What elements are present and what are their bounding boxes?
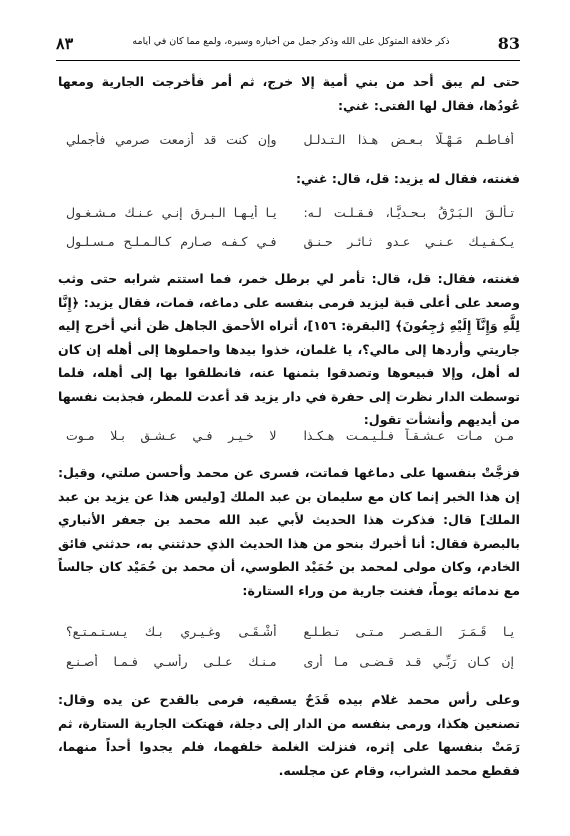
verse-line <box>66 622 514 646</box>
running-head: ذكر خلافة المتوكل على الله وذكر جمل من أخباره وسيره، ولمع مما كان في أيامه <box>132 36 450 47</box>
verse-first-hemistich: إن كـان رَبِّـي قـد قـضـى مـا أرى <box>303 654 514 669</box>
verse-second-hemistich: أشْـقَـى وغـيـري بـك يـسـتـمـتـع؟ <box>66 624 277 639</box>
paragraph: فغنته، فقال: قل، قال: تأمر لي برطل خمر، فما استتم شرابه حتى وثب وصعد على أعلى قبة ليزيد فرمى بنفسه على دماغه، فمات، فقال يزيد: ﴿إِنَّا لِلَّهِ وَإِنَّآ إِلَيْهِ رَٰجِعُونَ﴾ [البقرة: ١٥٦]، أتراه الأحمق الجاهل ظن أني أخرج إليه جاريتي وأردها إلى مالي؟، يا غلمان، خذوا بيدها واحملوها إلى أهله إن كان له أهل، وإلا فبيعوها وتصدقوا بثمنها عنه، فانطلقوا بها إلى أهله، فلما توسطت الدار نظرت إلى حفرة في دار يزيد قد أعدت للمطر، فجذبت نفسها من أيديهم وأنشأت تقول: <box>58 271 520 427</box>
page-number-arabic: ٨٣ <box>56 34 74 53</box>
paragraph: وعلى رأس محمد غلام بيده قَدَحٌ يسقيه، فرمى بالقدح عن يده وقال: تصنعين هكذا، ورمى بنفسه من الدار إلى دجلة، فهتكت الجارية الستارة، ثم رَمَتْ بنفسها على إثره، فنزلت الغلمة خلفهما، فلم يجدوا أحداً منهما، فقطع محمد الشراب، وقام عن مجلسه. <box>58 692 520 778</box>
verse-line <box>66 426 514 450</box>
verse-line <box>66 652 514 676</box>
paragraph: فغنته، فقال له يزيد: قل، قال: غني: <box>295 171 520 186</box>
verse-first-hemistich: يـا قَـمَـرَ الـقـصـر مـتـى تـطـلـع <box>303 624 514 639</box>
verse-line <box>66 130 514 154</box>
verse-first-hemistich: مـن مـات عـشـقـاً فـلـيـمـت هـكـذا <box>303 428 514 443</box>
page-header <box>56 30 520 61</box>
paragraph: فزجَّتْ بنفسها على دماغها فماتت، فسرى عن محمد وأحسن صلتي، وقيل: إن هذا الخبر إنما كان مع سليمان بن عبد الملك [وليس هذا عن يزيد بن عبد الملك] قال: فذكرت هذا الحديث لأبي عبد الله محمد بن جعفر الأنباري بالبصرة فقال: أنا أخبرك بنحو من هذا الحديث الذي حدثتني به، حدثني فائق الخادم، وكان مولى لمحمد بن حُمَيْد الطوسي، أن محمد بن حُمَيْد كان جالساً مع ندمائه يوماً، فغنت جارية من وراء الستارة: <box>58 465 520 598</box>
verse-first-hemistich: تـألـقَ الـبَـرْقُ بـحـديًّـا، فـقـلـت لـه: <box>303 205 514 220</box>
verse-line <box>66 232 514 256</box>
verse-first-hemistich: أفـاطـم مَـهْـلًا بـعـض هـذا الـتـدلـل <box>303 132 514 147</box>
page-number: 83 <box>497 34 520 53</box>
verse-second-hemistich: لا خـيـر فـي عـشـق بـلا مـوت <box>66 428 277 443</box>
verse-first-hemistich: يـكـفـيـك عـنـي عـدو ثـائـر حـنـق <box>303 234 514 249</box>
paragraph: حتى لم يبق أحد من بني أمية إلا خرج، ثم أمر فأخرجت الجارية ومعها عُودُها، فقال لها الفتى: غني: <box>58 74 520 113</box>
verse-line <box>66 203 514 227</box>
verse-second-hemistich: وإن كنت قد أزمعت صرمي فأجملي <box>66 132 277 147</box>
verse-second-hemistich: مـنـك عـلـى رأسـي فـمـا أصـنـع <box>66 654 277 669</box>
verse-second-hemistich: يـا أيـهـا الـبـرق إنـي عـنـك مـشـغـول <box>66 205 277 220</box>
verse-second-hemistich: فـي كـفـه صـارم كـالـمـلـح مـسـلـول <box>66 234 277 249</box>
